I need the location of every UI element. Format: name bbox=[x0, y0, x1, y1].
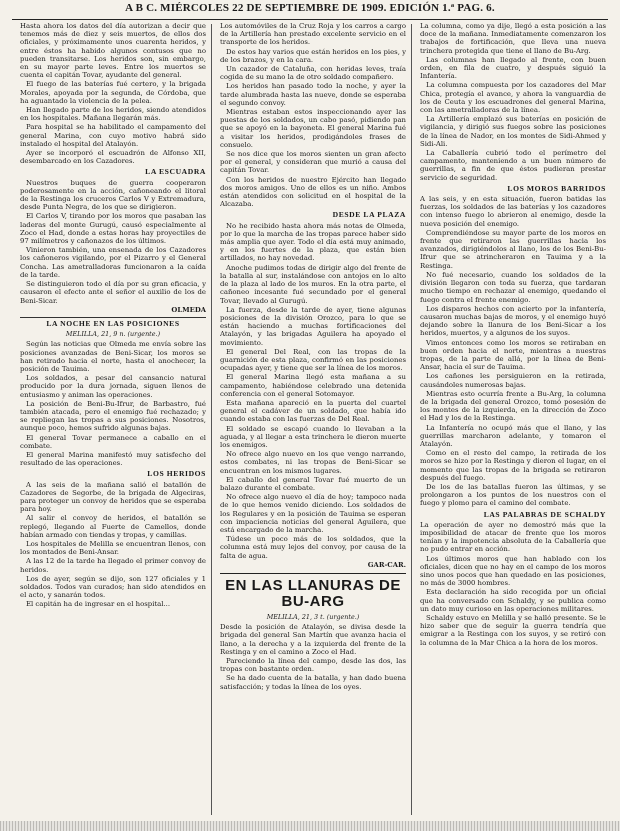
paragraph: De estos hay varios que están heridos en los pies, y de los brazos, y en la cara. bbox=[220, 47, 406, 64]
paragraph: El soldado se escapó cuando lo llevaban a la aguada, y al llegar a esta trinchera le dieron muerte los enemigos. bbox=[220, 424, 406, 449]
paragraph: Han llegado parte de los heridos, siendo atendidos en los hospitales. Mañana llegarán más. bbox=[20, 106, 206, 123]
header-text: A B C. MIÉRCOLES 22 DE SEPTIEMBRE DE 1909. EDICIÓN 1.ª PAG. 6. bbox=[125, 2, 495, 14]
paragraph: Para hospital se ha habilitado el campamento del general Marina, con cuyo motivo habrá sido instalado el hospital del Atalayón. bbox=[20, 123, 206, 148]
paragraph: Las columnas han llegado al frente, con buen orden, en fila de cuatro, y después siguió la Infantería. bbox=[420, 55, 606, 81]
main-headline: EN LAS LLANURAS DE BU-ARG bbox=[220, 573, 406, 610]
paragraph: Con los heridos de nuestro Ejército han llegado dos moros amigos. Uno de ellos es un niño. Ambos están atendidos con solicitud en el hospital de la Alcazaba. bbox=[220, 175, 406, 209]
paragraph: No fué necesario, cuando los soldados de la división llegaron con toda su fuerza, que tardaran mucho tiempo en rechazar al enemigo, quedando el fuego contra el frente enemigo. bbox=[420, 270, 606, 304]
paragraph: A las seis de la mañana salió el batallón de Cazadores de Segorbe, de la brigada de Algeciras, para proteger un convoy de heridos que se esperaba para hoy. bbox=[20, 480, 206, 514]
column-1 bbox=[20, 22, 206, 815]
section-heading-plaza: DESDE LA PLAZA bbox=[332, 210, 406, 220]
paragraph: Los cañones les persiguieron en la retirada, causándoles numerosas bajas. bbox=[420, 372, 606, 389]
paragraph: Vinieron también, una ensenada de los Cazadores los cañoneros vigilando, por el Pizarro y el General Concha. Las ametralladoras funcionaron a la caída de la tarde. bbox=[20, 246, 206, 279]
page-footer-strip bbox=[0, 821, 620, 831]
paragraph: La Infantería no ocupó más que el llano, y las guerrillas marcharon adelante, y tomaron el Atalayón. bbox=[420, 423, 606, 448]
signature: OLMEDA bbox=[171, 305, 206, 314]
paragraph: No ofrece algo nuevo en los que vengo narrando, estos combates, ni las tropas de Beni-Sicar se encuentran en los mismos lugares. bbox=[220, 450, 406, 475]
paragraph: El general Del Real, con las tropas de la guarnición de esta plaza, confirmó en las posiciones ocupadas ayer, y tiene que ser la línea de los moros. bbox=[220, 347, 406, 373]
paragraph: Esta declaración ha sido recogida por un oficial que ha conversado con Schaldy, y se publica como un dato muy curioso en las operaciones militares. bbox=[420, 588, 606, 613]
paragraph: Esta mañana apareció en la puerta del cuartel general el cadáver de un soldado, que había ido cuando estaba con las fuerzas de Del Real. bbox=[220, 398, 406, 424]
paragraph: El caballo del general Tovar fué muerto de un balazo durante el combate. bbox=[220, 475, 406, 492]
paragraph: Los hospitales de Melilla se encuentran llenos, con los montados de Beni-Ansar. bbox=[20, 539, 206, 557]
paragraph: Mientras esto ocurría frente a Bu-Arg, la columna de la brigada del general Orozco, tomó posesión de los montes de la izquierda, en la dirección de Zoco el Had y los de la Restinga. bbox=[420, 389, 606, 423]
paragraph: De los de las batallas fueron las últimas, y se prolongaron a los puntos de los nuestros con el fuego y plomo para el camino del combate. bbox=[420, 482, 606, 508]
paragraph: La columna compuesta por los cazadores del Mar Chica, protegía el avance, y ahora la vanguardia de los de Ceuta y los escuadrones del general Marina, con las ametralladoras de la línea. bbox=[420, 81, 606, 115]
paragraph: Vimos entonces como los moros se retiraban en buen orden hacia el norte, mientras a nuestras tropas, de la parte de allá, por la línea de Beni-Ansar, hacia el sur de Tauima. bbox=[420, 338, 606, 372]
column-divider bbox=[211, 24, 212, 815]
column-2 bbox=[220, 22, 406, 815]
section-heading-heridos: LOS HERIDOS bbox=[147, 469, 206, 479]
section-heading-schaldy: LAS PALABRAS DE SCHALDY bbox=[483, 509, 606, 519]
paragraph: No ofrece algo nuevo el día de hoy; tampoco nada de lo que hemos venido diciendo. Los soldados de los Regulares y en la posición de Tauima se esperan con impaciencia noticias del general Aguilera, que está encargado de la marcha. bbox=[220, 493, 406, 534]
paragraph: Comprendiéndose su mayor parte de los moros en frente que retiraron las guerrillas hacia los avanzados, dirigiéndolos al llano, los de los Beni-Bu-Ifrur que se atrincheraron en Tauima y a la Restinga. bbox=[420, 228, 606, 270]
paragraph: No he recibido hasta ahora más notas de Olmeda, por lo que la marcha de las tropas parece haber sido más amplia que ayer. Todo el día está muy animado, y en los fuertes de la plaza, que están bien artillados, no hay novedad. bbox=[220, 221, 406, 263]
column-divider bbox=[411, 24, 412, 815]
section-heading-noche: LA NOCHE EN LAS POSICIONES bbox=[20, 317, 206, 328]
paragraph: Al salir el convoy de heridos, el batallón se replegó, llegando al Fuerte de Camellos, donde habían armado con tiendas y tropas, y camillas. bbox=[20, 514, 206, 539]
paragraph: La posición de Beni-Bu-Ifrur, de Barbastro, fué también atacada, pero el enemigo fué rechazado; y se repliegan las tropas a sus posiciones. Nosotros, aunque poco, hemos sufrido algunas bajas. bbox=[20, 399, 206, 433]
paragraph: Los últimos moros que han hablado con los oficiales, dicen que no hay en el campo de los moros sino unos pocos que han quedado en las posiciones, no más de 3000 hombres. bbox=[420, 554, 606, 588]
paragraph: Schaldy estuvo en Melilla y se halló presente. Se le hizo saber que de seguir la guerra tendría que emigrar a la Restinga con los suyos, y se retiró con la columna de la Mar Chica a la hora de los moros. bbox=[420, 614, 606, 647]
paragraph: Los automóviles de la Cruz Roja y los carros a cargo de la Artillería han prestado excelente servicio en el transporte de los heridos. bbox=[220, 22, 406, 47]
paragraph: Los heridos han pasado todo la noche, y ayer la tarde alumbrada hasta las nueve, donde se esperaba el segundo convoy. bbox=[220, 82, 406, 107]
paragraph: El general Tovar permanece a caballo en el combate. bbox=[20, 433, 206, 450]
paragraph: Se ha dado cuenta de la batalla, y han dado buena satisfacción; y todas la línea de los oyes. bbox=[220, 674, 406, 691]
paragraph: Según las noticias que Olmeda me envía sobre las posiciones avanzadas de Beni-Sicar, los moros se han retirado hacia el norte, hasta el anochecer, la posición de Tauima. bbox=[20, 340, 206, 373]
paragraph: La Caballería cubrió todo el perímetro del campamento, manteniendo a un buen número de guerrillas, a fin de que éstos pudieran prestar servicio de seguridad. bbox=[420, 149, 606, 182]
paragraph: Ayer se incorporó el escuadrón de Alfonso XII, desembarcado en los Cazadores. bbox=[20, 149, 206, 166]
page-header bbox=[0, 2, 620, 18]
paragraph: El general Marina llegó esta mañana a su campamento, habiéndose celebrado una detenida conferencia con el general Sotomayor. bbox=[220, 373, 406, 398]
paragraph: El capitán ha de ingresar en el hospital... bbox=[26, 600, 171, 609]
paragraph: La Artillería emplazó sus baterías en posición de vigilancia, y dirigió sus fuegos sobre las posiciones de la línea de Nador, en los montes de Sidi-Ahmed y Sidi-Ali. bbox=[420, 115, 606, 148]
paragraph: Los soldados, a pesar del cansancio natural producido por la dura jornada, siguen llenos de entusiasmo y animan las operaciones. bbox=[20, 374, 206, 399]
column-3 bbox=[420, 22, 606, 815]
paragraph: El fuego de las baterías fué certero, y la brigada Morales, apoyada por la segunda, de Córdoba, que ha aguantado la violencia de la pelea. bbox=[20, 80, 206, 105]
paragraph: Un cazador de Cataluña, con heridas leves, traía cogida de su mano la de otro soldado compañero. bbox=[220, 65, 406, 82]
dateline: MELILLA, 21, 3 t. (urgente.) bbox=[266, 613, 360, 621]
paragraph: A las seis, y en esta situación, fueron batidas las fuerzas, los soldados de las baterías y los cazadores con intenso fuego lo abrieron al enemigo, desde la nueva posición del enemigo. bbox=[420, 195, 606, 228]
paragraph: Mientras estaban estos inspeccionando ayer las puestas de los soldados, un cabo pasó, pidiendo pan que se apoyó en la bayoneta. El general Marina fué a visitar los heridos, prodigándoles frases de consuelo. bbox=[220, 108, 406, 149]
paragraph: Hasta ahora los datos del día autorizan a decir que tenemos más de diez y seis muertos, de ellos dos oficiales, y próximamente unos cuarenta heridos, y entre éstos ha habido algunos contusos que no pueden transitarse. Los heridos son, sin embargo, en su mayor parte leves. Entre los muertos se cuenta el capitán Tovar, ayudante del general. bbox=[20, 22, 206, 80]
paragraph: A las 12 de la tarde ha llegado el primer convoy de heridos. bbox=[20, 557, 206, 574]
paragraph: El Carlos V, tirando por los moros que pasaban las laderas del monte Gurugú, causó especialmente al Zoco el Had, donde a estas horas hay proyectiles de 97 milímetros y cañonazos de los últimos. bbox=[20, 212, 206, 246]
section-heading-moros-barridos: LOS MOROS BARRIDOS bbox=[507, 183, 606, 193]
paragraph: La fuerza, desde la tarde de ayer, tiene algunas posiciones de la división Orozco, para lo que se están haciendo a muchas fortificaciones del Atalayón, y las brigadas Aguilera ha apoyado el movimiento. bbox=[220, 305, 406, 347]
dateline: MELILLA, 21, 9 n. (urgente.) bbox=[65, 330, 161, 339]
paragraph: Pareciendo la línea del campo, desde las dos, las tropas con bastante orden. bbox=[220, 657, 406, 674]
paragraph: Anoche pudimos todas de dirigir algo del frente de la batalla al sur, instalándose con antojos en lo alto de la plaza al lado de los muros. En la otra parte, el cañoneo incesante fué secundado por el general Tovar, llevado al Gurugú. bbox=[220, 263, 406, 305]
paragraph: Desde la posición de Atalayón, se divisa desde la brigada del general San Martín que avanza hacia el llano, a la derecha y a la izquierda del frente de la Restinga y en el camino a Zoco el Had. bbox=[220, 623, 406, 656]
header-rule bbox=[12, 19, 608, 20]
paragraph: La operación de ayer no demostró más que la imposibilidad de atacar de frente que los moros tenían y la impotencia absoluta de la Caballería que no pudo entrar en acción. bbox=[420, 520, 606, 554]
section-heading-escuadra: LA ESCUADRA bbox=[145, 167, 206, 177]
paragraph: Como en el resto del campo, la retirada de los moros se hizo por la Restinga y dieron el lugar, en el momento que las tropas de la brigada se retiraron después del fuego. bbox=[420, 449, 606, 482]
signature: GAR-CAR. bbox=[367, 560, 406, 569]
paragraph: Túdese un poco más de los soldados, que la columna está muy lejos del convoy, por causa de la falta de agua. bbox=[220, 535, 406, 560]
paragraph: Los disparos hechos con acierto por la infantería, causaron muchas bajas de moros, y el enemigo huyó dejando sobre la llanura de los Beni-Sicar a los heridos, muertos, y a algunos de los suyos. bbox=[420, 304, 606, 338]
paragraph: Nuestros buques de guerra cooperaron poderosamente en la acción, cañoneando el litoral de la Restinga los cruceros Carlos V y Extremadura, desde Punta Negra, de los que se dirigieron. bbox=[20, 178, 206, 212]
paragraph: La columna, como ya dije, llegó a esta posición a las doce de la mañana. Inmediatamente comenzaron los trabajos de fortificación, que lleva una nueva trinchera protegida que tiene el llano de Bu-Arg. bbox=[420, 22, 606, 55]
paragraph: Los de ayer, según se dijo, son 127 oficiales y 1 soldados. Todos van curados; han sido atendidos en el acto, y sanarán todos. bbox=[20, 574, 206, 600]
paragraph: Se nos dice que los moros sienten un gran afecto por el general, y consideran que murió a causa del capitán Tovar. bbox=[220, 150, 406, 175]
paragraph: Se distinguieron todo el día por su gran eficacia, y causaron el efecto ante el señor el auxilio de los de Beni-Sicar. bbox=[20, 280, 206, 305]
paragraph: El general Marina manifestó muy satisfecho del resultado de las operaciones. bbox=[20, 450, 206, 468]
